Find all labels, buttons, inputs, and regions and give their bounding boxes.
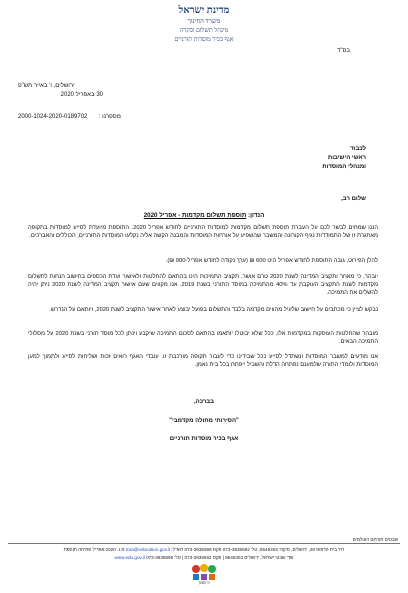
letterhead-ministry: משרד החינוך: [187, 18, 221, 25]
paragraph-6: אנו מודעים למשבר המוסדות ונשתדל לסייע ככל שבידינו כדי לעבור תקופה מורכבת זו. עובדי האגף רואים זכות ושליחות לסייע ולתמוך למען המוסדות ולומדי התורה שלמענם נפתחה הדלת והשביל ייפתח בכל בית נאמן.: [28, 354, 378, 368]
paragraph-5: מובהר שהחלטות העוסקות במקדמות אלו, ככל שלא יבוטלו יותאמו בהתאם לסכום התמיכה שיקבע וינתן לכל מוסד תורני בשנת 2020 על מסלולי התמיכה הבאים.: [28, 331, 378, 345]
footer-email-link[interactable]: tora@education.gov.il: [125, 547, 171, 552]
recipient-line-2: ומנהלי המוסדות: [322, 164, 366, 170]
footer-line-1-text: רח' בית הדפוס 28, ירושלים, מיקוד 9546303, טל' 073-3935592 פקס 073-3935596 דוא"ל:: [171, 547, 345, 552]
logo-caption: כי ממך: [198, 581, 210, 585]
paragraph-2: להלן הפירוט, גובה התוספת לחודש אפריל הינו 600 ₪ (ערך נקודה לחודש אפריל-900 ₪).: [165, 258, 378, 264]
reference-number: 2000-1024-2020-0189702: [18, 114, 88, 120]
paragraph-1: הננו שמחים לבשר לכם על העברת תוספת תשלום מקדמות למוסדות התורניים לחודש אפריל 2020. התוספת מיועדת לסייע למוסדות בתקופה מאתגרת זו של התמודדות נגיף הקורונה והמשבר שהשפיע על אורחות המוסדות והמבנה הקשה אליה נקלעו המוסדות התורניים, הכוללים והאברכים.: [28, 225, 378, 239]
footer-line-2: [8, 555, 400, 560]
letterhead: [0, 4, 408, 44]
recipient-to: לכבוד: [350, 146, 366, 152]
letterhead-division: מינהל תשלום ובקרה: [179, 27, 229, 34]
signatory-title: אגף בכיר מוסדות תורניים: [169, 436, 239, 442]
signatory-name: "הסירותי מחולה מקדמבי": [169, 418, 239, 424]
ministry-logo: [188, 562, 220, 588]
reference-label: מספרנו :: [98, 114, 121, 120]
subject-text: תוספת תשלום מקדמות - אפריל 2020: [143, 212, 247, 219]
reference-line: [18, 114, 121, 120]
footer-line-1-tail: מ.נ. 2020 אפריל פתיחה תוספת: [63, 547, 125, 552]
footer-line-1: [8, 547, 400, 552]
bsd-mark: בס"ד: [337, 48, 350, 54]
footer-website-link[interactable]: www.edu.gov.il: [114, 555, 145, 560]
subject-label: הנדון:: [248, 212, 265, 219]
letterhead-state: מדינת ישראל: [178, 5, 230, 16]
recipient-line-1: ראשי הישיבות: [327, 155, 366, 161]
paragraph-3: יובהר, כי מאחר ותקציב המדינה לשנת 2020 טרם אושר, תקציב התמיכות הינו בהתאם להחלטות ולאישור ועדת הכספים בחישוב הנחות לתשלום מקדמות לשנת התקציב העוקבת עד 40% מהתמיכה במוסד התורני בשנת 2019. אנו מקווים שעם אישור תקציב המדינה לשנת 2020 ניתן יהיה להשלים את התמיכה.: [28, 274, 378, 296]
letterhead-department: אגף בכיר מוסדות תורניים: [174, 36, 234, 43]
footer-line-2-text: שד' שבטי ישראל, ירושלים 9546303 | פקס 073-3935592 | טל' 073-3935596: [146, 555, 294, 560]
footer-divider: [8, 543, 400, 544]
footer-slogan: שבטים תורתם העולמים: [352, 537, 398, 542]
closing: בברכה,: [193, 399, 214, 405]
greeting: שלום רב,: [341, 196, 366, 202]
paragraph-4: נבקש לציין כי מכתבים על חישוב שלעיל מהווים מקדמה בלבד והתשלום בפועל יבוצע לאחר אישור התקציב לשנת 2020, ויותאם על הנדרש.: [49, 307, 378, 313]
hebrew-date: ירושלים, ו' באייר תש"פ: [18, 83, 75, 89]
subject-line: [30, 212, 378, 219]
gregorian-date: 30 באפריל 2020: [60, 92, 103, 98]
